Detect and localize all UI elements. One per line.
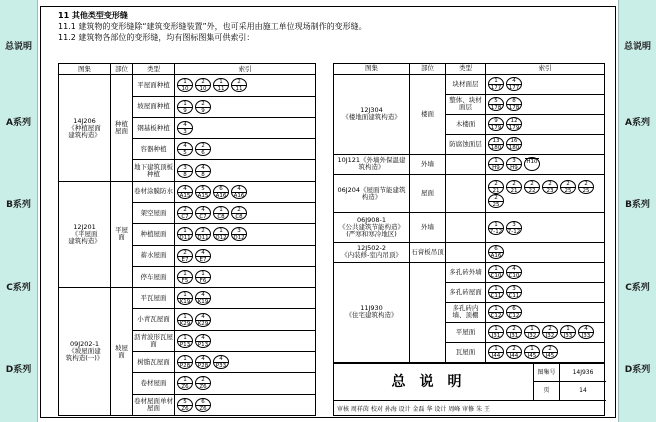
index-callout: 2 21 [488, 180, 504, 194]
index-callout: 4 E7 [195, 249, 211, 263]
index-cell [486, 302, 605, 322]
index-cell [175, 224, 316, 245]
index-callout: 6 Z6 [195, 398, 211, 412]
part-cell [410, 262, 446, 362]
sheet-title: 总说明 [334, 364, 534, 400]
atlas-no-label: 图集号 [534, 364, 560, 382]
index-cell [486, 213, 605, 242]
index-callout: 1 D12 [213, 227, 229, 241]
atlas-cell: 14J206 《种植屋面 建筑构造》 [59, 75, 111, 181]
index-callout: 4 C10 [506, 265, 522, 279]
index-callout: 1 K29 [177, 313, 193, 327]
type-cell: 坡屋面种植 [133, 96, 175, 117]
index-callout: 3 8 [177, 164, 193, 178]
index-cell [486, 114, 605, 134]
table-row [59, 181, 316, 202]
index-callout: 2 21 [506, 180, 522, 194]
index-callout: 2 J44 [506, 345, 522, 359]
index-callout: 2 25 [578, 180, 594, 194]
index-cell [486, 242, 605, 262]
part-cell: 楼面 [410, 74, 446, 154]
index-callout: 4 K19 [195, 291, 211, 305]
part-cell: 平屋面 [111, 181, 133, 287]
tab-d-left: D系列 [5, 365, 32, 375]
index-cell [486, 342, 605, 362]
type-cell: 卷材涂膜防水 [133, 181, 175, 202]
col-atlas: 图集 [59, 64, 111, 75]
index-callout: 4 5 [177, 142, 193, 156]
col-atlas: 图集 [334, 64, 410, 75]
index-callout: 6 A16 [488, 245, 504, 259]
index-cell [175, 96, 316, 117]
part-cell: 坡屋面 [111, 288, 133, 416]
index-callout: 5 A15 [195, 185, 211, 199]
index-cell [486, 74, 605, 94]
col-part: 部位 [111, 64, 133, 75]
header [58, 10, 367, 43]
index-callout: 1 J33 [560, 325, 576, 339]
type-cell: 平屋面种植 [133, 75, 175, 96]
index-callout: 2 23 [542, 180, 558, 194]
tab-a-right: A系列 [625, 118, 650, 128]
atlas-cell: 12J304 《楼地面建筑构造》 [334, 74, 410, 154]
index-callout: 2 6 [195, 142, 211, 156]
type-cell [446, 213, 486, 242]
index-cell [486, 134, 605, 154]
index-cell [175, 266, 316, 287]
type-cell: 多孔砖屋面 [446, 282, 486, 302]
table-row [59, 288, 316, 309]
left-side-tabs [0, 0, 38, 422]
index-cell [486, 322, 605, 342]
type-cell: 平屋面 [446, 322, 486, 342]
note-line-1: 11.1 建筑物的变形缝除“建筑变形缝装置”外，也可采用由施工单位现场制作的变形缝。 [58, 22, 367, 31]
type-cell: 容器种植 [133, 139, 175, 160]
tab-a-left: A系列 [6, 118, 31, 128]
col-index: 索引 [175, 64, 316, 75]
index-callout: 2 E7 [177, 249, 193, 263]
type-cell: 块材面层 [446, 74, 486, 94]
signature-row: 审核 周祥茵 校对 孙海 设计 金磊 华 设计 周峰 审修 朱 王 [334, 400, 606, 417]
index-callout: 3 7-12 [507, 221, 521, 235]
atlas-cell: 06J908-1 《公共建筑节能构造》 (严寒和寒冷地区) [334, 213, 410, 242]
index-callout: 2 22 [524, 180, 540, 194]
title-block [333, 363, 605, 416]
index-callout: 4 177 [506, 77, 522, 91]
col-index: 索引 [486, 64, 605, 75]
section-title: 11 其他类型变形缝 [58, 11, 128, 20]
table-header [334, 64, 605, 75]
index-callout: 16 180 [506, 137, 522, 151]
index-callout: 2 J31 [506, 325, 522, 339]
index-callout: 1 C12 [488, 305, 504, 319]
type-cell [446, 174, 486, 213]
index-callout: 1 D11 [177, 227, 193, 241]
index-callout: 1 J44 [488, 345, 504, 359]
index-cell [486, 282, 605, 302]
index-cell [175, 394, 316, 415]
index-callout: 1 177 [488, 77, 504, 91]
atlas-cell: 06J204《屋面节能建筑构造》 [334, 174, 410, 213]
index-callout: 4 P13 [195, 334, 211, 348]
index-callout: 2 Z6 [195, 376, 211, 390]
atlas-cell: 12J201 《平屋面 建筑构造》 [59, 181, 111, 287]
index-callout: 2 C8 [231, 206, 247, 220]
tab-c-left: C系列 [6, 283, 31, 293]
index-callout: 1 J32 [524, 325, 540, 339]
index-callout: 1 10 [177, 78, 193, 92]
right-index-table [333, 63, 605, 363]
index-cell [175, 373, 316, 394]
part-cell: 外墙 [410, 213, 446, 242]
col-type: 类型 [446, 64, 486, 75]
type-cell: 木楼面 [446, 114, 486, 134]
note-line-2: 11.2 建筑物各部位的变形缝，均有图标图集可供索引： [58, 33, 255, 42]
part-cell: 种植屋面 [111, 75, 133, 181]
index-callout: 4 K29 [195, 313, 211, 327]
index-callout: 4 A15 [177, 185, 193, 199]
index-callout: 1 9 [177, 100, 193, 114]
page-label: 页 [534, 382, 560, 400]
type-cell: 沥青波形瓦屋面 [133, 330, 175, 351]
atlas-cell: 12J502-2 《内装修-室内吊顶》 [334, 242, 410, 262]
index-cell [175, 139, 316, 160]
index-callout: 4 3 [177, 121, 193, 135]
type-cell [446, 154, 486, 174]
atlas-cell: 10J121《外墙外保温建筑构造》 [334, 154, 410, 174]
part-cell: 外墙 [410, 154, 446, 174]
index-callout: 8 178 [506, 97, 522, 111]
index-callout: 6 A16 [213, 185, 229, 199]
index-callout: 2 J32 [542, 325, 558, 339]
index-cell [175, 288, 316, 309]
index-callout: 1 J31 [488, 325, 504, 339]
index-callout: 2 9 [195, 100, 211, 114]
index-callout: 4 P28 [195, 355, 211, 369]
index-cell [175, 352, 316, 373]
index-callout: 5 Z6 [177, 398, 193, 412]
index-callout: 2 25 [488, 194, 504, 208]
type-cell: 蓄水屋面 [133, 245, 175, 266]
type-cell: 整体、块材面层 [446, 94, 486, 114]
index-cell [486, 262, 605, 282]
index-cell [175, 160, 316, 181]
part-cell: 石膏板吊顶 [410, 242, 446, 262]
index-callout: 4 P33 [213, 355, 229, 369]
tab-b-right: B系列 [625, 200, 650, 210]
type-cell [446, 242, 486, 262]
index-callout: 3 C11 [506, 285, 522, 299]
index-callout: 9 179 [488, 117, 504, 131]
index-callout: 1 7-12 [489, 221, 503, 235]
index-callout: 2 J45 [542, 345, 558, 359]
col-part: 部位 [410, 64, 446, 75]
index-callout: 1 P13 [177, 334, 193, 348]
tab-general-right: 总说明 [623, 42, 651, 52]
tab-general-left: 总说明 [4, 42, 32, 52]
index-cell [175, 117, 316, 138]
index-callout: 2 10 [195, 78, 211, 92]
index-cell [175, 309, 316, 330]
index-callout: 4 8 [195, 164, 211, 178]
index-callout: 2 25 [560, 180, 576, 194]
index-callout: 1 J45 [524, 345, 540, 359]
part-cell: 屋面 [410, 174, 446, 213]
atlas-cell: 09J202-1 《坡屋面建 筑构造(一)》 [59, 288, 111, 416]
index-callout: 1 H9 [488, 157, 504, 171]
table-row [334, 262, 605, 282]
tab-c-right: C系列 [625, 283, 650, 293]
table-header [59, 64, 316, 75]
type-cell: 卷材屋面 [133, 373, 175, 394]
index-cell [486, 154, 605, 174]
index-cell [486, 174, 605, 213]
left-index-table [58, 63, 316, 416]
index-callout: 4 A16 [231, 185, 247, 199]
type-cell: 防腐蚀面层 [446, 134, 486, 154]
page-number: 14 [579, 387, 587, 394]
type-cell: 卷材屋面单材屋面 [133, 394, 175, 415]
table-row [334, 74, 605, 94]
index-callout: 2 C7 [177, 206, 193, 220]
type-cell: 架空屋面 [133, 203, 175, 224]
index-callout: 1 C8 [213, 206, 229, 220]
table-row [334, 174, 605, 213]
table-row [334, 154, 605, 174]
index-callout: 1 C11 [488, 285, 504, 299]
index-callout: 1 P28 [177, 355, 193, 369]
table-row [334, 213, 605, 242]
index-callout: 4 J33 [578, 325, 594, 339]
index-callout: 1 K19 [177, 291, 193, 305]
type-cell: 停车屋面 [133, 266, 175, 287]
type-cell: 树脂瓦屋面 [133, 352, 175, 373]
index-callout: 1 C10 [488, 265, 504, 279]
index-cell [175, 75, 316, 96]
index-callout: 2 11 [231, 78, 247, 92]
index-callout: 13 180 [488, 137, 504, 151]
index-cell [486, 94, 605, 114]
index-callout: 1 F5 [177, 270, 193, 284]
type-cell: 多孔砖外墙 [446, 262, 486, 282]
type-cell: 瓦屋面 [446, 342, 486, 362]
atlas-no: 14J936 [560, 364, 606, 382]
index-callout: 5 178 [488, 97, 504, 111]
col-type: 类型 [133, 64, 175, 75]
index-callout: 3 H9 [506, 157, 522, 171]
index-callout: 4 C7 [195, 206, 211, 220]
type-cell: 多孔砖内墙、顶棚 [446, 302, 486, 322]
table-row [59, 75, 316, 96]
type-cell: 钢基板种植 [133, 117, 175, 138]
right-side-tabs [618, 0, 656, 422]
type-cell: 种植屋面 [133, 224, 175, 245]
tab-b-left: B系列 [6, 200, 31, 210]
index-cell [175, 330, 316, 351]
index-callout: 3 D12 [231, 227, 247, 241]
index-callout: 1 11 [213, 78, 229, 92]
index-callout: 1 F6 [195, 270, 211, 284]
type-cell: 地下建筑顶板种植 [133, 160, 175, 181]
tab-d-right: D系列 [624, 365, 651, 375]
index-callout: 12 179 [506, 117, 522, 131]
index-callout: 1 Z6 [177, 376, 193, 390]
type-cell: 小青瓦屋面 [133, 309, 175, 330]
atlas-cell: 11J930 《住宅建筑构造》 [334, 262, 410, 362]
index-cell [175, 245, 316, 266]
index-callout: H10 [524, 157, 540, 171]
index-cell [175, 203, 316, 224]
index-callout: 2 D11 [195, 227, 211, 241]
index-callout: 6 C12 [506, 305, 522, 319]
index-cell [175, 181, 316, 202]
table-row [334, 242, 605, 262]
type-cell: 平瓦屋面 [133, 288, 175, 309]
